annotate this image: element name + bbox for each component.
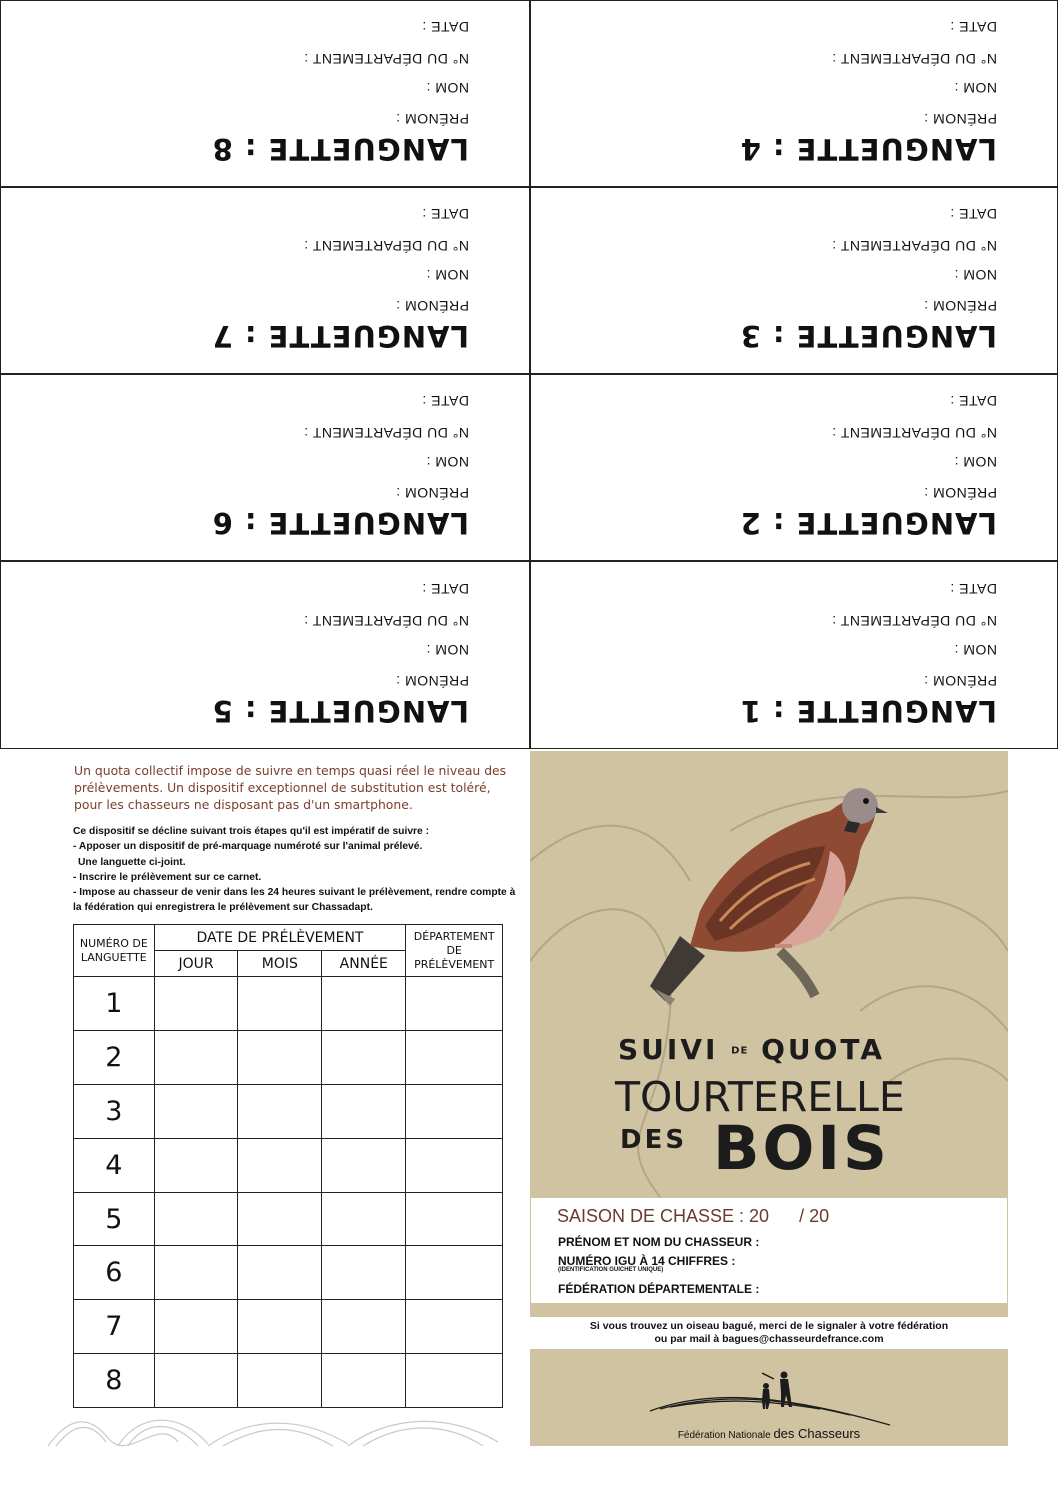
step-item: - Inscrire le prélèvement sur ce carnet. xyxy=(73,871,262,883)
row-number: 8 xyxy=(74,1354,155,1408)
tab-languette-2 xyxy=(530,374,1058,561)
step-item: - Apposer un dispositif de pré-marquage numéroté sur l'animal prélevé. xyxy=(73,841,423,853)
cell-departement[interactable] xyxy=(406,1138,503,1192)
tab-languette-4 xyxy=(530,0,1058,187)
tab-title: LANGUETTE : 2 xyxy=(739,506,997,540)
footer-logo-area xyxy=(530,1349,1008,1446)
steps-heading: Ce dispositif se décline suivant trois étapes qu'il est impératif de suivre : xyxy=(73,826,430,837)
row-number: 5 xyxy=(74,1192,155,1246)
tab-languette-6 xyxy=(0,374,530,561)
tab-title: LANGUETTE : 6 xyxy=(211,506,469,540)
tab-nom: NOM : xyxy=(954,642,997,658)
tab-content xyxy=(531,375,1057,560)
cell-jour[interactable] xyxy=(154,1084,238,1138)
tab-languette-1 xyxy=(530,561,1058,749)
cell-annee[interactable] xyxy=(322,1354,406,1408)
tab-languette-3 xyxy=(530,187,1058,374)
cell-annee[interactable] xyxy=(322,1300,406,1354)
federation-logo-icon xyxy=(530,1349,1008,1429)
tab-title: LANGUETTE : 7 xyxy=(211,319,469,353)
step-item: Une languette ci-joint. xyxy=(78,856,186,868)
tab-departement: N° DU DÉPARTEMENT : xyxy=(831,238,997,254)
cell-jour[interactable] xyxy=(154,1354,238,1408)
tab-nom: NOM : xyxy=(954,80,997,96)
title-bois: BOIS xyxy=(713,1113,890,1184)
header-date-prelevement: DATE DE PRÉLÈVEMENT xyxy=(154,925,406,951)
row-number: 7 xyxy=(74,1300,155,1354)
tab-departement: N° DU DÉPARTEMENT : xyxy=(831,613,997,629)
harvest-log-table xyxy=(73,924,503,1408)
cell-departement[interactable] xyxy=(406,1084,503,1138)
cell-annee[interactable] xyxy=(322,1246,406,1300)
cell-jour[interactable] xyxy=(154,1030,238,1084)
tab-departement: N° DU DÉPARTEMENT : xyxy=(303,613,469,629)
tab-nom: NOM : xyxy=(426,454,469,470)
cell-jour[interactable] xyxy=(154,1246,238,1300)
cell-annee[interactable] xyxy=(322,1138,406,1192)
tab-prenom: PRÉNOM : xyxy=(923,111,997,127)
tab-prenom: PRÉNOM : xyxy=(923,673,997,689)
title-quota: QUOTA xyxy=(761,1033,885,1066)
tab-nom: NOM : xyxy=(426,80,469,96)
cell-jour[interactable] xyxy=(154,1192,238,1246)
field-igu: NUMÉRO IGU À 14 CHIFFRES : xyxy=(558,1254,736,1268)
tab-date: DATE : xyxy=(949,581,997,597)
cell-mois[interactable] xyxy=(238,1192,322,1246)
tab-languette-7 xyxy=(0,187,530,374)
tab-date: DATE : xyxy=(421,206,469,222)
tab-prenom: PRÉNOM : xyxy=(395,111,469,127)
tab-nom: NOM : xyxy=(426,267,469,283)
field-federation: FÉDÉRATION DÉPARTEMENTALE : xyxy=(558,1282,760,1296)
tab-title: LANGUETTE : 8 xyxy=(211,132,469,166)
tab-departement: N° DU DÉPARTEMENT : xyxy=(831,425,997,441)
notice-line-2: ou par mail à bagues@chasseurdefrance.com xyxy=(654,1333,884,1345)
cell-mois[interactable] xyxy=(238,977,322,1031)
federation-name xyxy=(530,1426,1008,1441)
tab-prenom: PRÉNOM : xyxy=(923,298,997,314)
header-departement: DÉPARTEMENT DE PRÉLÈVEMENT xyxy=(406,925,503,977)
tab-title: LANGUETTE : 5 xyxy=(211,694,469,728)
tab-date: DATE : xyxy=(421,581,469,597)
tab-departement: N° DU DÉPARTEMENT : xyxy=(303,51,469,67)
header-numero-languette: NUMÉRO DE LANGUETTE xyxy=(74,925,155,977)
cover-panel xyxy=(530,751,1008,1197)
cell-jour[interactable] xyxy=(154,1300,238,1354)
tab-date: DATE : xyxy=(421,19,469,35)
tab-departement: N° DU DÉPARTEMENT : xyxy=(303,425,469,441)
tab-date: DATE : xyxy=(949,393,997,409)
field-igu-subtitle: (IDENTIFICATION GUICHET UNIQUE) xyxy=(558,1267,664,1273)
fed-big: des Chasseurs xyxy=(773,1426,861,1441)
cell-jour[interactable] xyxy=(154,977,238,1031)
title-tourterelle: TOURTERELLE xyxy=(615,1073,905,1121)
tab-date: DATE : xyxy=(949,19,997,35)
tab-departement: N° DU DÉPARTEMENT : xyxy=(303,238,469,254)
tab-languette-5 xyxy=(0,561,530,749)
tab-prenom: PRÉNOM : xyxy=(395,485,469,501)
cell-departement[interactable] xyxy=(406,1246,503,1300)
step-item: - Impose au chasseur de venir dans les 24 heures suivant le prélèvement, rendre compte à xyxy=(73,887,516,899)
tab-nom: NOM : xyxy=(954,267,997,283)
tab-content xyxy=(531,562,1057,748)
tab-content xyxy=(531,1,1057,186)
tab-content xyxy=(1,375,529,560)
notice-line-1: Si vous trouvez un oiseau bagué, merci de le signaler à votre fédération xyxy=(589,1320,949,1332)
tab-date: DATE : xyxy=(949,206,997,222)
tab-title: LANGUETTE : 1 xyxy=(739,694,997,728)
tab-title: LANGUETTE : 4 xyxy=(739,132,997,166)
tab-languette-8 xyxy=(0,0,530,187)
tab-prenom: PRÉNOM : xyxy=(923,485,997,501)
title-des: DES xyxy=(620,1125,688,1155)
cell-mois[interactable] xyxy=(238,1300,322,1354)
table-row xyxy=(74,1300,503,1354)
header-mois: MOIS xyxy=(238,951,322,977)
cell-mois[interactable] xyxy=(238,1246,322,1300)
cell-departement[interactable] xyxy=(406,1300,503,1354)
table-row xyxy=(74,1192,503,1246)
table-row xyxy=(74,1138,503,1192)
tab-nom: NOM : xyxy=(426,642,469,658)
fed-small: Fédération Nationale xyxy=(677,1430,774,1441)
header-annee: ANNÉE xyxy=(322,951,406,977)
row-number: 3 xyxy=(74,1084,155,1138)
tab-date: DATE : xyxy=(421,393,469,409)
tab-departement: N° DU DÉPARTEMENT : xyxy=(831,51,997,67)
steps-list xyxy=(73,824,523,916)
table-row xyxy=(74,1030,503,1084)
topographic-decoration xyxy=(48,1408,518,1448)
step-item: la fédération qui enregistrera le prélèvement sur Chassadapt. xyxy=(73,902,373,914)
intro-paragraph: Un quota collectif impose de suivre en temps quasi réel le niveau des prélèvements. Un dispositif exceptionnel de substitution est toléré, pour les chasseurs ne disposant pas d'un smartphone. xyxy=(74,763,507,812)
tab-prenom: PRÉNOM : xyxy=(395,673,469,689)
cell-jour[interactable] xyxy=(154,1138,238,1192)
tab-content xyxy=(531,188,1057,373)
ringed-bird-notice xyxy=(530,1320,1008,1346)
tab-content xyxy=(1,562,529,748)
row-number: 2 xyxy=(74,1030,155,1084)
cell-departement[interactable] xyxy=(406,977,503,1031)
saison-de-chasse: SAISON DE CHASSE : 20 / 20 xyxy=(557,1206,830,1226)
table-row xyxy=(74,1246,503,1300)
cell-departement[interactable] xyxy=(406,1192,503,1246)
tab-content xyxy=(1,188,529,373)
cell-mois[interactable] xyxy=(238,1138,322,1192)
cell-annee[interactable] xyxy=(322,1030,406,1084)
table-row xyxy=(74,1354,503,1408)
title-suivi: SUIVI xyxy=(618,1033,719,1066)
cell-annee[interactable] xyxy=(322,1192,406,1246)
row-number: 4 xyxy=(74,1138,155,1192)
tab-nom: NOM : xyxy=(954,454,997,470)
header-jour: JOUR xyxy=(154,951,238,977)
table-row xyxy=(74,977,503,1031)
cell-mois[interactable] xyxy=(238,1030,322,1084)
field-prenom-nom: PRÉNOM ET NOM DU CHASSEUR : xyxy=(558,1235,760,1249)
cell-departement[interactable] xyxy=(406,1354,503,1408)
turtle-dove-illustration xyxy=(530,751,1008,1031)
cell-mois[interactable] xyxy=(238,1084,322,1138)
tab-prenom: PRÉNOM : xyxy=(395,298,469,314)
row-number: 1 xyxy=(74,977,155,1031)
cell-annee[interactable] xyxy=(322,1084,406,1138)
cell-departement[interactable] xyxy=(406,1030,503,1084)
cell-annee[interactable] xyxy=(322,977,406,1031)
tab-content xyxy=(1,1,529,186)
title-suivi-quota xyxy=(618,1033,885,1066)
title-de: DE xyxy=(731,1045,749,1057)
hunter-info-box xyxy=(530,1197,1008,1317)
row-number: 6 xyxy=(74,1246,155,1300)
table-row xyxy=(74,1084,503,1138)
cell-mois[interactable] xyxy=(238,1354,322,1408)
tab-title: LANGUETTE : 3 xyxy=(739,319,997,353)
separator-band xyxy=(530,1303,1008,1317)
